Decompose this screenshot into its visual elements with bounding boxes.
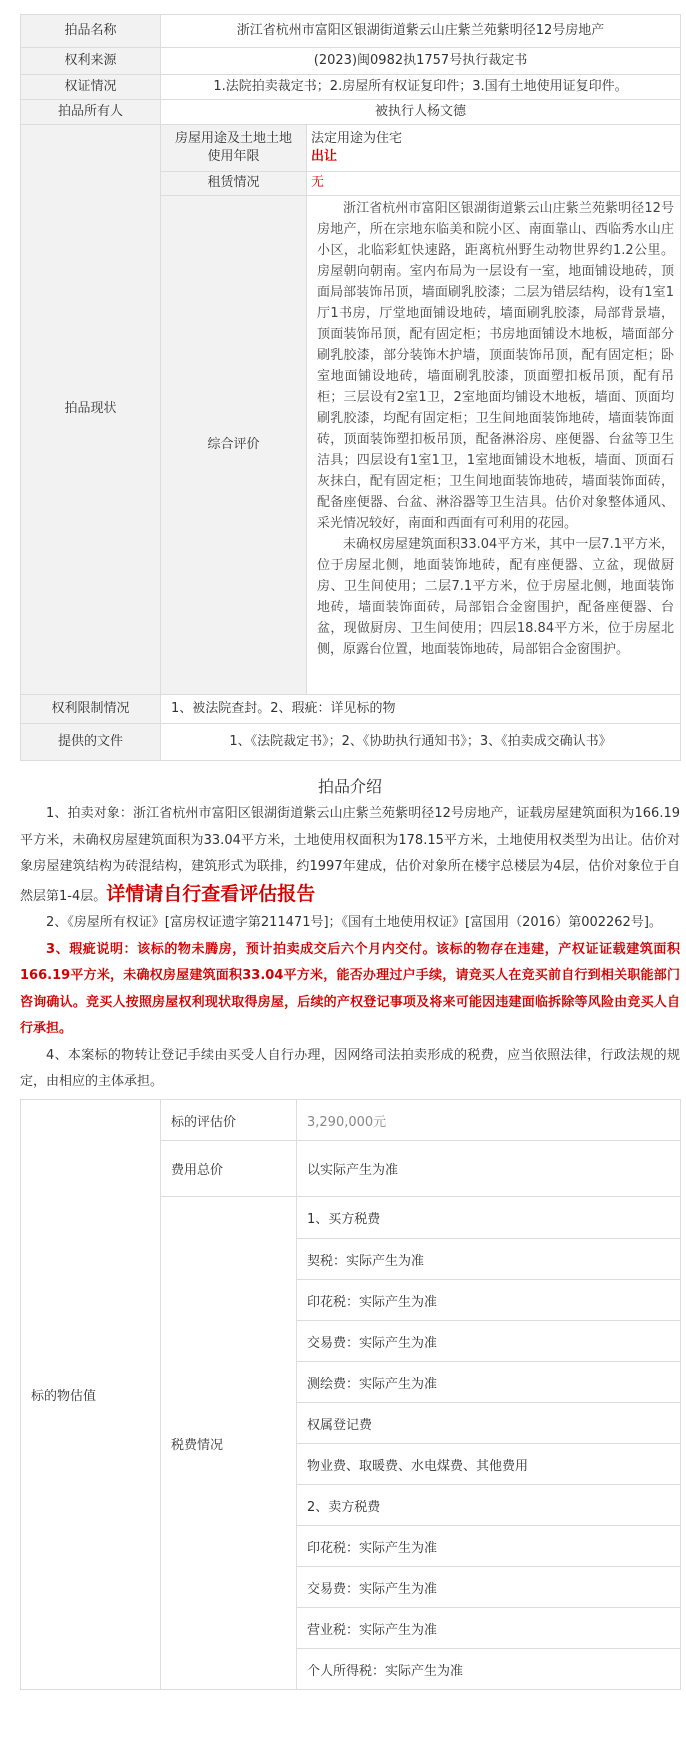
intro-paragraph: 4、本案标的物转让登记手续由买受人自行办理，因网络司法拍卖形成的税费，应当依照法律，行政法规的规定，由相应的主体承担。 bbox=[20, 1047, 680, 1089]
table-row bbox=[21, 695, 681, 724]
status-label: 拍品现状 bbox=[21, 125, 161, 695]
auction-introduction bbox=[20, 775, 680, 1096]
table-row bbox=[21, 48, 681, 75]
table-row bbox=[21, 100, 681, 125]
usage-value bbox=[307, 125, 681, 172]
intro-title: 拍品介绍 bbox=[317, 777, 382, 796]
lease-value: 无 bbox=[307, 172, 681, 196]
restriction-value: 1、被法院查封。2、瑕疵：详见标的物 bbox=[161, 695, 681, 724]
tax-item: 契税：实际产生为准 bbox=[297, 1239, 681, 1280]
valuation-label: 标的物估值 bbox=[21, 1100, 161, 1690]
defect-notice: 3、瑕疵说明：该标的物未腾房，预计拍卖成交后六个月内交付。该标的物存在违建，产权证证载建筑面积166.19平方米，未确权房屋建筑面积33.04平方米，能否办理过户手续，请竞买人在竞买前自行到相关职能部门咨询确认。竞买人按照房屋权利现状取得房屋，后续的产权登记事项及将来可能因违建面临拆除等风险由竞买人自行承担。 bbox=[20, 941, 680, 1036]
tax-item: 交易费：实际产生为准 bbox=[297, 1321, 681, 1362]
table-row bbox=[21, 75, 681, 100]
rights-source-value: (2023)闽0982执1757号执行裁定书 bbox=[161, 48, 681, 75]
tax-item: 1、买方税费 bbox=[297, 1197, 681, 1239]
table-row bbox=[21, 1100, 681, 1141]
total-fee-label: 费用总价 bbox=[161, 1141, 297, 1197]
usage-purpose: 法定用途为住宅 bbox=[311, 130, 403, 146]
tax-item: 个人所得税：实际产生为准 bbox=[297, 1649, 681, 1690]
tax-item: 权属登记费 bbox=[297, 1403, 681, 1444]
tax-item: 营业税：实际产生为准 bbox=[297, 1608, 681, 1649]
evaluation-paragraph: 浙江省杭州市富阳区银湖街道紫云山庄紫兰苑紫明径12号房地产，所在宗地东临美和院小区、南面靠山、西临秀水山庄小区，北临彩虹快速路，距离杭州野生动物世界约1.2公里。房屋朝向朝南。室内布局为一层设有一室，地面铺设地砖，顶面局部装饰吊顶，墙面刷乳胶漆；二层为错层结构，设有1室1厅1书房，厅堂地面铺设地砖，墙面刷乳胶漆，局部背景墙，顶面装饰吊顶，配有固定柜；书房地面铺设木地板，墙面部分刷乳胶漆，部分装饰木护墙，顶面装饰吊顶，配有固定柜；卧室地面铺设地砖，墙面刷乳胶漆，顶面塑扣板吊顶，配有吊柜；三层设有2室1卫，2室地面均铺设木地板，墙面、顶面均刷乳胶漆，均配有固定柜；卫生间地面装饰地砖，墙面装饰面砖，顶面装饰塑扣板吊顶，配备淋浴房、座便器、台盆等卫生洁具；四层设有1室1卫，1室地面铺设木地板，墙面、顶面石灰抹白，配有固定柜；卫生间地面装饰地砖，墙面装饰面砖，配备座便器、台盆、淋浴器等卫生洁具。估价对象整体通风、采光情况较好，南面和西面有可利用的花园。 bbox=[317, 201, 675, 531]
intro-paragraph: 2、《房屋所有权证》[富房权证遗字第211471号]；《国有土地使用权证》[富国用（2016）第002262号]。 bbox=[46, 915, 662, 930]
auction-info-table bbox=[20, 14, 681, 761]
intro-paragraph bbox=[20, 801, 680, 910]
restriction-label: 权利限制情况 bbox=[21, 695, 161, 724]
tax-item: 印花税：实际产生为准 bbox=[297, 1526, 681, 1567]
report-highlight: 详情请自行查看评估报告 bbox=[106, 882, 316, 905]
evaluation-paragraph: 未确权房屋建筑面积33.04平方米，其中一层7.1平方米，位于房屋北侧，地面装饰地砖，配有座便器、立盆，现做厨房、卫生间使用；二层7.1平方米，位于房屋北侧，地面装饰地砖，墙面装饰面砖，局部铝合金窗围护，配备座便器、台盆，现做厨房、卫生间使用；四层18.84平方米，位于房屋北侧，原露台位置，地面装饰地砖，局部铝合金窗围护。 bbox=[317, 537, 675, 657]
item-name-label: 拍品名称 bbox=[21, 15, 161, 48]
evaluation-value bbox=[307, 196, 681, 695]
item-name-value: 浙江省杭州市富阳区银湖街道紫云山庄紫兰苑紫明径12号房地产 bbox=[161, 15, 681, 48]
appraisal-label: 标的评估价 bbox=[161, 1100, 297, 1141]
tax-item: 2、卖方税费 bbox=[297, 1485, 681, 1526]
usage-land-type: 出让 bbox=[311, 149, 338, 164]
table-row bbox=[21, 15, 681, 48]
total-fee-value: 以实际产生为准 bbox=[297, 1141, 681, 1197]
evaluation-label: 综合评价 bbox=[161, 196, 307, 695]
owner-label: 拍品所有人 bbox=[21, 100, 161, 125]
documents-value: 1、《法院裁定书》；2、《协助执行通知书》；3、《拍卖成交确认书》 bbox=[161, 724, 681, 761]
tax-item: 印花税：实际产生为准 bbox=[297, 1280, 681, 1321]
intro-paragraph-text: 1、拍卖对象：浙江省杭州市富阳区银湖街道紫云山庄紫兰苑紫明径12号房地产，证载房屋建筑面积为166.19平方米，未确权房屋建筑面积为33.04平方米，土地使用权面积为178.15平方米，土地使用权类型为出让。估价对象房屋建筑结构为砖混结构，建筑形式为联排，约1997年建成，估价对象所在楼宇总楼层为4层，估价对象位于自然层第1-4层。 bbox=[20, 806, 680, 904]
owner-value: 被执行人杨文德 bbox=[161, 100, 681, 125]
rights-source-label: 权利来源 bbox=[21, 48, 161, 75]
documents-label: 提供的文件 bbox=[21, 724, 161, 761]
table-row bbox=[21, 724, 681, 761]
certificate-value: 1.法院拍卖裁定书；2.房屋所有权证复印件；3.国有土地使用证复印件。 bbox=[161, 75, 681, 100]
usage-label: 房屋用途及土地土地使用年限 bbox=[161, 125, 307, 172]
tax-item: 测绘费：实际产生为准 bbox=[297, 1362, 681, 1403]
tax-item: 交易费：实际产生为准 bbox=[297, 1567, 681, 1608]
tax-item: 物业费、取暖费、水电煤费、其他费用 bbox=[297, 1444, 681, 1485]
table-row bbox=[21, 125, 681, 172]
lease-label: 租赁情况 bbox=[161, 172, 307, 196]
appraisal-value: 3,290,000元 bbox=[297, 1100, 681, 1141]
valuation-table bbox=[20, 1099, 681, 1690]
certificate-label: 权证情况 bbox=[21, 75, 161, 100]
taxes-label: 税费情况 bbox=[161, 1197, 297, 1690]
